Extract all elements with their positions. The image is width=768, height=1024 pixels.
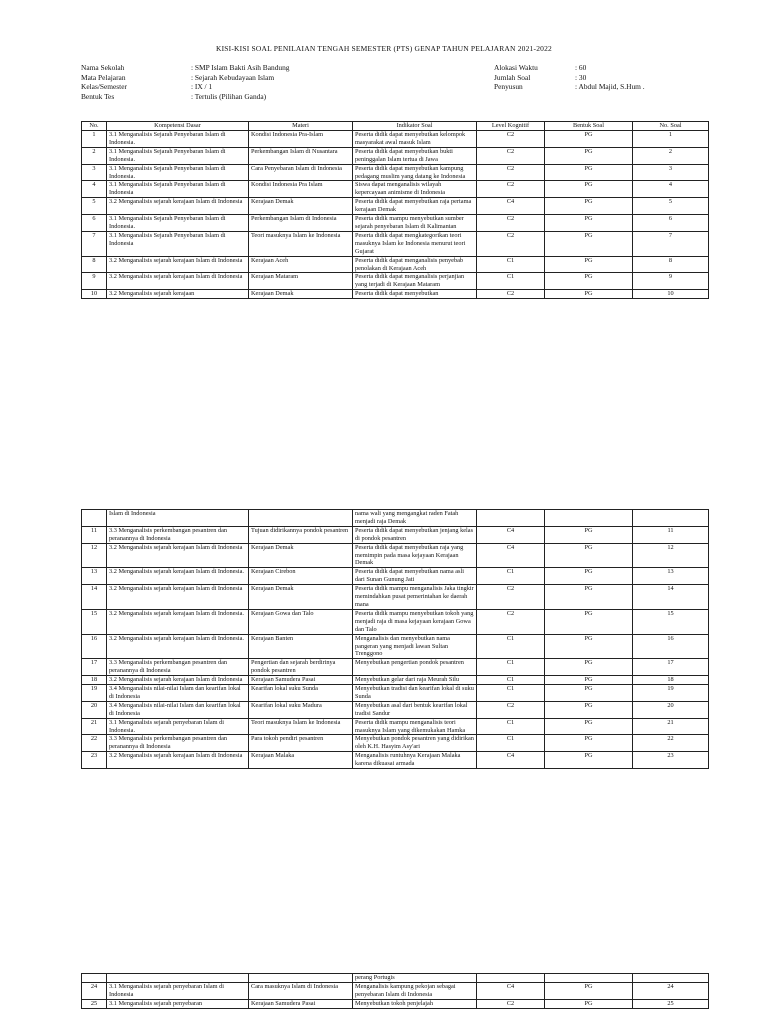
cell-level: C4	[477, 752, 545, 769]
header-level: Level Kognitif	[477, 122, 545, 131]
cell-bentuk: PG	[545, 147, 633, 164]
cell-no-soal: 14	[633, 585, 709, 610]
table-row	[82, 256, 709, 273]
cell-kompetensi	[107, 974, 249, 983]
cell-indikator: Peserta didik dapat menyebutkan bukti peninggalan Islam tertua di Jawa	[353, 147, 477, 164]
table-body	[82, 974, 709, 1009]
table-row	[82, 999, 709, 1008]
cell-indikator: Peserta didik mampu menganalisis teori masuknya Islam yang dikemukakan Hamka	[353, 718, 477, 735]
info-value: : IX / 1	[191, 82, 213, 92]
cell-kompetensi: 3.2 Menganalisis sejarah kerajaan Islam di Indonesia.	[107, 634, 249, 659]
cell-kompetensi: 3.2 Menganalisis sejarah kerajaan Islam di Indonesia	[107, 585, 249, 610]
cell-materi: Kearifan lokal suku Madura	[249, 701, 353, 718]
cell-bentuk: PG	[545, 131, 633, 148]
cell-kompetensi: 3.1 Menganalisis sejarah penyebaran Islam di Indonesia.	[107, 718, 249, 735]
cell-no: 12	[82, 543, 107, 568]
cell-no	[82, 510, 107, 527]
cell-materi: Kerajaan Demak	[249, 543, 353, 568]
table-row	[82, 526, 709, 543]
table-row	[82, 273, 709, 290]
cell-level: C1	[477, 634, 545, 659]
cell-no-soal: 18	[633, 676, 709, 685]
table-row	[82, 510, 709, 527]
exam-info	[494, 63, 645, 92]
header-kompetensi: Kompetensi Dasar	[107, 122, 249, 131]
info-value: : 60	[575, 63, 587, 72]
cell-no-soal: 5	[633, 198, 709, 215]
info-label: Penyusun	[494, 82, 523, 92]
cell-no: 20	[82, 701, 107, 718]
cell-level: C2	[477, 181, 545, 198]
cell-kompetensi: 3.2 Menganalisis sejarah kerajaan Islam di Indonesia	[107, 676, 249, 685]
cell-kompetensi: 3.1 Menganalisis Sejarah Penyebaran Islam di Indonesia.	[107, 164, 249, 181]
cell-materi: Kerajaan Demak	[249, 585, 353, 610]
table-row	[82, 585, 709, 610]
document-title: KISI-KISI SOAL PENILAIAN TENGAH SEMESTER (PTS) GENAP TAHUN PELAJARAN 2021-2022	[215, 44, 553, 53]
cell-indikator: perang Portugis	[353, 974, 477, 983]
cell-kompetensi: 3.2 Menganalisis sejarah kerajaan Islam di Indonesia	[107, 198, 249, 215]
cell-indikator: Peserta didik dapat mengkategorikan teori masuknya Islam ke Indonesia menurut teori Gujarat	[353, 231, 477, 256]
cell-no-soal	[633, 974, 709, 983]
table-row	[82, 181, 709, 198]
info-row	[81, 92, 289, 102]
cell-no: 8	[82, 256, 107, 273]
table-row	[82, 164, 709, 181]
cell-kompetensi: 3.2 Menganalisis sejarah kerajaan Islam di Indonesia	[107, 273, 249, 290]
header-no: No.	[82, 122, 107, 131]
cell-materi: Kondisi Indonesia Pra-Islam	[249, 131, 353, 148]
cell-no: 2	[82, 147, 107, 164]
cell-no-soal	[633, 510, 709, 527]
cell-bentuk: PG	[545, 290, 633, 299]
table-row	[82, 147, 709, 164]
cell-bentuk: PG	[545, 676, 633, 685]
cell-kompetensi: 3.2 Menganalisis sejarah kerajaan Islam di Indonesia	[107, 752, 249, 769]
info-value: : Abdul Majid, S.Hum .	[575, 82, 645, 92]
cell-materi: Perkembangan Islam di Nusantara	[249, 147, 353, 164]
table-row	[82, 659, 709, 676]
cell-kompetensi: Islam di Indonesia	[107, 510, 249, 527]
cell-kompetensi: 3.4 Menganalisis nilai-nilai Islam dan kearifan lokal di Indonesia	[107, 685, 249, 702]
cell-no-soal: 17	[633, 659, 709, 676]
cell-level: C1	[477, 676, 545, 685]
cell-level: C2	[477, 164, 545, 181]
cell-no: 7	[82, 231, 107, 256]
cell-no: 25	[82, 999, 107, 1008]
cell-indikator: Peserta didik mampu menganalisis Jaka tingkir memindahkan pusat pemerintahan ke daerah mana	[353, 585, 477, 610]
cell-no: 10	[82, 290, 107, 299]
cell-no: 21	[82, 718, 107, 735]
cell-level: C2	[477, 231, 545, 256]
cell-bentuk: PG	[545, 685, 633, 702]
cell-bentuk: PG	[545, 526, 633, 543]
header-no-soal: No. Soal	[633, 122, 709, 131]
cell-bentuk: PG	[545, 609, 633, 634]
cell-level: C2	[477, 701, 545, 718]
cell-no-soal: 2	[633, 147, 709, 164]
cell-kompetensi: 3.2 Menganalisis sejarah kerajaan Islam di Indonesia	[107, 256, 249, 273]
cell-no-soal: 25	[633, 999, 709, 1008]
cell-indikator: Peserta didik dapat menyebutkan jenjang kelas di pondok pesantren	[353, 526, 477, 543]
table-row	[82, 735, 709, 752]
cell-bentuk: PG	[545, 701, 633, 718]
cell-materi: Cara masuknya Islam di Indonesia	[249, 982, 353, 999]
cell-materi: Para tokoh pendiri pesantren	[249, 735, 353, 752]
cell-bentuk: PG	[545, 982, 633, 999]
cell-no: 15	[82, 609, 107, 634]
cell-kompetensi: 3.1 Menganalisis Sejarah Penyebaran Islam di Indonesia.	[107, 215, 249, 232]
cell-kompetensi: 3.1 Menganalisis Sejarah Penyebaran Islam di Indonesia.	[107, 131, 249, 148]
cell-indikator: Peserta didik mampu menyebutkan tokoh yang menjadi raja di masa kejayaan kerajaan Gowa dan Talo	[353, 609, 477, 634]
cell-no-soal: 24	[633, 982, 709, 999]
info-value: : Tertulis (Pilihan Ganda)	[191, 91, 267, 101]
table-body	[82, 131, 709, 299]
table-row	[82, 609, 709, 634]
cell-indikator: Menganalisis dan menyebutkan nama pangeran yang menjadi lawan Sultan Trenggono	[353, 634, 477, 659]
cell-materi: Pengertian dan sejarah berdirinya pondok pesantren	[249, 659, 353, 676]
cell-materi: Tujuan didirikannya pondok pesantren	[249, 526, 353, 543]
cell-level: C2	[477, 131, 545, 148]
grid-table-page-2	[81, 509, 709, 769]
cell-indikator: Menyebutkan pengertian pondok pesantren	[353, 659, 477, 676]
cell-no: 4	[82, 181, 107, 198]
cell-no-soal: 16	[633, 634, 709, 659]
cell-bentuk: PG	[545, 659, 633, 676]
info-label: Mata Pelajaran	[81, 72, 126, 82]
cell-indikator: Siswa dapat menganalisis wilayah kepercayaan animisme di Indonesia	[353, 181, 477, 198]
cell-indikator: Peserta didik dapat menganalisis perjanjian yang terjadi di Kerajaan Mataram	[353, 273, 477, 290]
cell-bentuk: PG	[545, 198, 633, 215]
cell-no: 16	[82, 634, 107, 659]
cell-bentuk: PG	[545, 735, 633, 752]
cell-kompetensi: 3.2 Menganalisis sejarah kerajaan	[107, 290, 249, 299]
table-row	[82, 543, 709, 568]
school-info	[81, 63, 289, 101]
cell-kompetensi: 3.2 Menganalisis sejarah kerajaan Islam di Indonesia	[107, 543, 249, 568]
cell-level: C1	[477, 256, 545, 273]
grid-table-page-3	[81, 973, 709, 1009]
info-value: : Sejarah Kebudayaan Islam	[191, 72, 275, 82]
header-bentuk: Bentuk Soal	[545, 122, 633, 131]
table-row	[82, 718, 709, 735]
cell-materi: Kerajaan Gowa dan Talo	[249, 609, 353, 634]
cell-materi: Kerajaan Mataram	[249, 273, 353, 290]
cell-kompetensi: 3.1 Menganalisis Sejarah Penyebaran Islam di Indonesia	[107, 181, 249, 198]
cell-indikator: Menganalisis kampung pekojan sebagai penyebaran Islam di Indonesia	[353, 982, 477, 999]
cell-materi: Kerajaan Samudera Pasai	[249, 676, 353, 685]
header-indikator: Indikator Soal	[353, 122, 477, 131]
table-body	[82, 510, 709, 769]
cell-no: 11	[82, 526, 107, 543]
cell-level: C2	[477, 585, 545, 610]
cell-materi: Kondisi Indonesia Pra Islam	[249, 181, 353, 198]
cell-no-soal: 19	[633, 685, 709, 702]
cell-bentuk: PG	[545, 585, 633, 610]
cell-no: 18	[82, 676, 107, 685]
cell-materi: Kerajaan Demak	[249, 290, 353, 299]
cell-no	[82, 974, 107, 983]
cell-indikator: Peserta didik dapat menyebutkan nama asli dari Sunan Gunung Jati	[353, 568, 477, 585]
cell-materi: Kerajaan Malaka	[249, 752, 353, 769]
cell-no-soal: 12	[633, 543, 709, 568]
cell-level: C4	[477, 982, 545, 999]
grid-table-page-1	[81, 121, 709, 299]
cell-bentuk: PG	[545, 999, 633, 1008]
table-row	[82, 131, 709, 148]
cell-materi: Teori masuknya Islam ke Indonesia	[249, 231, 353, 256]
cell-kompetensi: 3.3 Menganalisis perkembangan pesantren dan peranannya di Indonesia	[107, 735, 249, 752]
cell-no: 3	[82, 164, 107, 181]
info-label: Alokasi Waktu	[494, 63, 538, 72]
cell-indikator: Peserta didik dapat menyebutkan kampung pedagang muslim yang datang ke Indonesia	[353, 164, 477, 181]
info-label: Jumlah Soal	[494, 72, 531, 82]
cell-bentuk: PG	[545, 543, 633, 568]
cell-kompetensi: 3.3 Menganalisis perkembangan pesantren dan peranannya di Indonesia	[107, 526, 249, 543]
cell-bentuk: PG	[545, 568, 633, 585]
cell-kompetensi: 3.3 Menganalisis perkembangan pesantren dan peranannya di Indonesia	[107, 659, 249, 676]
table-row	[82, 982, 709, 999]
cell-level: C2	[477, 215, 545, 232]
cell-no: 6	[82, 215, 107, 232]
cell-no-soal: 21	[633, 718, 709, 735]
cell-no-soal: 6	[633, 215, 709, 232]
cell-bentuk: PG	[545, 752, 633, 769]
cell-materi: Kerajaan Aceh	[249, 256, 353, 273]
table-row	[82, 290, 709, 299]
cell-level: C1	[477, 273, 545, 290]
info-row	[494, 63, 645, 73]
table-row	[82, 676, 709, 685]
cell-indikator: Menganalisis runtuhnya Kerajaan Malaka karena dikuasai armada	[353, 752, 477, 769]
cell-bentuk: PG	[545, 273, 633, 290]
cell-level: C4	[477, 543, 545, 568]
table-row	[82, 685, 709, 702]
cell-kompetensi: 3.4 Menganalisis nilai-nilai Islam dan kearifan lokal di Indonesia	[107, 701, 249, 718]
cell-bentuk: PG	[545, 164, 633, 181]
table-row	[82, 568, 709, 585]
cell-bentuk: PG	[545, 718, 633, 735]
cell-kompetensi: 3.1 Menganalisis sejarah penyebaran Islam di Indonesia	[107, 982, 249, 999]
cell-level: C2	[477, 609, 545, 634]
cell-level: C1	[477, 685, 545, 702]
cell-no-soal: 22	[633, 735, 709, 752]
cell-no-soal: 20	[633, 701, 709, 718]
cell-indikator: Menyebutkan tokoh penjelajah	[353, 999, 477, 1008]
info-row	[494, 73, 645, 83]
cell-no: 24	[82, 982, 107, 999]
cell-indikator: Menyebutkan gelar dari raja Meurah Silu	[353, 676, 477, 685]
header-materi: Materi	[249, 122, 353, 131]
cell-materi: Cara Penyebaran Islam di Indonesia	[249, 164, 353, 181]
cell-no-soal: 7	[633, 231, 709, 256]
table-row	[82, 198, 709, 215]
cell-kompetensi: 3.1 Menganalisis Sejarah Penyebaran Islam di Indonesia	[107, 231, 249, 256]
cell-no: 1	[82, 131, 107, 148]
cell-materi: Kearifan lokal suku Sunda	[249, 685, 353, 702]
cell-bentuk: PG	[545, 634, 633, 659]
cell-bentuk: PG	[545, 256, 633, 273]
cell-no-soal: 1	[633, 131, 709, 148]
cell-materi: Teori masuknya Islam ke Indonesia	[249, 718, 353, 735]
cell-materi: Kerajaan Banten	[249, 634, 353, 659]
cell-no: 23	[82, 752, 107, 769]
cell-no-soal: 4	[633, 181, 709, 198]
cell-level: C1	[477, 718, 545, 735]
table-header-row	[82, 122, 709, 131]
cell-kompetensi: 3.2 Menganalisis sejarah kerajaan Islam di Indonesia.	[107, 609, 249, 634]
cell-level	[477, 974, 545, 983]
cell-materi: Kerajaan Cirebon	[249, 568, 353, 585]
table-row	[82, 231, 709, 256]
info-row	[81, 82, 289, 92]
cell-kompetensi: 3.2 Menganalisis sejarah kerajaan Islam di Indonesia.	[107, 568, 249, 585]
cell-indikator: Menyebutkan asal dari bentuk kearifan lokal tradisi Sandur	[353, 701, 477, 718]
table-row	[82, 701, 709, 718]
cell-no: 13	[82, 568, 107, 585]
cell-no-soal: 8	[633, 256, 709, 273]
cell-materi	[249, 974, 353, 983]
cell-level: C1	[477, 659, 545, 676]
cell-level: C1	[477, 568, 545, 585]
cell-level: C2	[477, 999, 545, 1008]
cell-indikator: Peserta didik mampu menyebutkan sumber sejarah penyebaran Islam di Kalimantan	[353, 215, 477, 232]
cell-bentuk	[545, 974, 633, 983]
cell-no: 5	[82, 198, 107, 215]
cell-bentuk	[545, 510, 633, 527]
info-label: Bentuk Tes	[81, 91, 115, 101]
table-row	[82, 215, 709, 232]
cell-indikator: Peserta didik dapat menyebutkan	[353, 290, 477, 299]
cell-level: C4	[477, 526, 545, 543]
cell-materi: Kerajaan Samudera Pasai	[249, 999, 353, 1008]
cell-no-soal: 13	[633, 568, 709, 585]
cell-indikator: Peserta didik dapat menyebutkan raja pertama kerajaan Demak	[353, 198, 477, 215]
cell-indikator: Menyebutkan pondok pesantren yang didirikan oleh K.H. Hasyim Asy'ari	[353, 735, 477, 752]
cell-bentuk: PG	[545, 231, 633, 256]
cell-level: C2	[477, 290, 545, 299]
cell-no-soal: 3	[633, 164, 709, 181]
info-row	[81, 73, 289, 83]
cell-materi	[249, 510, 353, 527]
info-row	[494, 82, 645, 92]
table-row	[82, 752, 709, 769]
cell-kompetensi: 3.1 Menganalisis Sejarah Penyebaran Islam di Indonesia.	[107, 147, 249, 164]
cell-no-soal: 11	[633, 526, 709, 543]
cell-no: 19	[82, 685, 107, 702]
table-row	[82, 974, 709, 983]
info-value: : 30	[575, 72, 587, 82]
cell-kompetensi: 3.1 Menganalisis sejarah penyebaran	[107, 999, 249, 1008]
cell-indikator: Peserta didik dapat menyebutkan kelompok masyarakat awal masuk Islam	[353, 131, 477, 148]
info-label: Kelas/Semester	[81, 82, 127, 92]
cell-no-soal: 9	[633, 273, 709, 290]
info-row	[81, 63, 289, 73]
cell-indikator: nama wali yang mengangkat raden Fatah menjadi raja Demak	[353, 510, 477, 527]
cell-no: 14	[82, 585, 107, 610]
info-value: : SMP Islam Bakti Asih Bandung	[191, 63, 290, 72]
cell-bentuk: PG	[545, 215, 633, 232]
cell-level: C4	[477, 198, 545, 215]
cell-no-soal: 10	[633, 290, 709, 299]
cell-no: 17	[82, 659, 107, 676]
info-label: Nama Sekolah	[81, 63, 125, 72]
cell-no-soal: 23	[633, 752, 709, 769]
cell-level	[477, 510, 545, 527]
cell-no: 22	[82, 735, 107, 752]
cell-level: C1	[477, 735, 545, 752]
table-row	[82, 634, 709, 659]
cell-indikator: Menyebutkan tradisi dan kearifan lokal di suku Sunda	[353, 685, 477, 702]
cell-materi: Kerajaan Demak	[249, 198, 353, 215]
cell-bentuk: PG	[545, 181, 633, 198]
cell-no: 9	[82, 273, 107, 290]
cell-indikator: Peserta didik dapat menganalisis penyebab penolakan di Kerajaan Aceh	[353, 256, 477, 273]
cell-indikator: Peserta didik dapat menyebutkan raja yang memimpin pada masa kejayaan Kerajaan Demak	[353, 543, 477, 568]
cell-materi: Perkembangan Islam di Indonesia	[249, 215, 353, 232]
cell-no-soal: 15	[633, 609, 709, 634]
cell-level: C2	[477, 147, 545, 164]
